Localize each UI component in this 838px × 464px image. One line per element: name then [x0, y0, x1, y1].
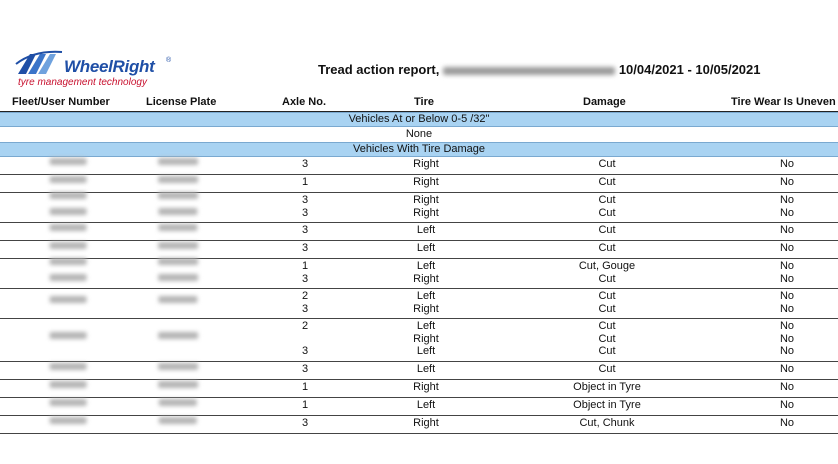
license-plate-redacted: [159, 417, 197, 429]
cell-damage: Cut: [598, 194, 616, 206]
cell-damage: Object in Tyre: [573, 381, 641, 394]
redacted-text: [158, 332, 198, 339]
license-plate-redacted: [158, 296, 197, 308]
cell-axle: 2: [301, 320, 309, 333]
cell-wear: No: [779, 320, 795, 333]
cell-wear: No: [779, 399, 795, 412]
report-date-range: 10/04/2021 - 10/05/2021: [618, 62, 761, 77]
cell-wear: No: [779, 224, 795, 237]
license-plate-redacted: [158, 224, 197, 236]
redacted-text: [158, 381, 198, 388]
redacted-text: [50, 274, 87, 281]
redacted-text: [50, 192, 87, 199]
cell-tire: Left: [416, 224, 436, 237]
redacted-text: [50, 208, 87, 215]
vehicle-group: [0, 193, 838, 223]
column-header-plate: License Plate: [146, 96, 217, 108]
cell-axle: 1: [301, 260, 309, 272]
license-plate-redacted: [158, 158, 198, 170]
vehicle-group: [0, 380, 838, 398]
cell-tire: Right: [413, 194, 439, 206]
section-empty-none: None: [405, 128, 433, 140]
cell-tire: Left: [416, 363, 436, 376]
cell-damage: Cut: [598, 176, 616, 189]
license-plate-redacted: [158, 381, 198, 393]
cell-axle: 3: [301, 272, 309, 285]
cell-tire: Left: [416, 242, 436, 255]
fleet-number-redacted: [50, 363, 87, 375]
redacted-text: [50, 158, 87, 165]
cell-tire: Right: [413, 206, 439, 219]
section-band-at-or-below: Vehicles At or Below 0-5 /32": [0, 112, 838, 127]
fleet-number-redacted: [50, 399, 87, 411]
fleet-number-redacted: [50, 192, 87, 204]
fleet-number-redacted: [50, 417, 87, 429]
column-header-tire-wear: Tire Wear Is Uneven: [731, 96, 836, 108]
logo-tagline: tyre management technology: [18, 77, 147, 88]
cell-axle: 3: [301, 417, 309, 430]
cell-axle: 3: [301, 345, 309, 358]
redacted-text: [159, 417, 197, 424]
cell-wear: No: [779, 290, 795, 302]
cell-tire: Left: [416, 290, 436, 302]
logo-wordmark: WheelRight: [64, 57, 155, 76]
cell-wear: No: [779, 176, 795, 189]
column-header-fleet: Fleet/User Number: [12, 96, 110, 108]
cell-tire: Right: [413, 417, 439, 430]
vehicle-group: [0, 259, 838, 289]
vehicle-group: [0, 289, 838, 319]
cell-damage: Cut: [598, 272, 616, 285]
license-plate-redacted: [158, 332, 198, 344]
vehicle-group: [0, 241, 838, 259]
cell-wear: No: [779, 345, 795, 358]
cell-tire: Left: [416, 260, 436, 272]
redacted-text: [158, 192, 198, 199]
tyre-tread-icon: [14, 48, 66, 78]
cell-tire: Right: [413, 176, 439, 189]
redacted-client-name: [443, 67, 615, 75]
cell-damage: Cut, Gouge: [578, 260, 636, 272]
fleet-number-redacted: [50, 296, 87, 308]
redacted-text: [50, 296, 87, 303]
cell-axle: 1: [301, 176, 309, 189]
license-plate-redacted: [158, 258, 198, 270]
fleet-number-redacted: [50, 158, 87, 170]
cell-damage: Cut: [598, 332, 616, 345]
license-plate-redacted: [158, 363, 198, 375]
column-header-axle: Axle No.: [282, 96, 327, 108]
vehicle-group: [0, 175, 838, 193]
cell-damage: Object in Tyre: [573, 399, 641, 412]
wheelright-logo: [14, 48, 184, 90]
vehicle-group: [0, 223, 838, 241]
redacted-text: [50, 242, 87, 249]
cell-tire: Right: [413, 332, 439, 345]
cell-wear: No: [779, 332, 795, 345]
license-plate-redacted: [158, 192, 198, 204]
section-band-tire-damage: Vehicles With Tire Damage: [0, 142, 838, 157]
vehicle-group: [0, 319, 838, 362]
redacted-text: [159, 399, 197, 406]
fleet-number-redacted: [50, 176, 87, 188]
tread-action-table: [0, 112, 838, 434]
redacted-text: [50, 224, 87, 231]
redacted-text: [50, 417, 87, 424]
fleet-number-redacted: [50, 224, 87, 236]
cell-wear: No: [779, 260, 795, 272]
license-plate-redacted: [158, 176, 198, 188]
cell-tire: Right: [413, 158, 439, 171]
cell-axle: 2: [301, 290, 309, 302]
cell-tire: Left: [416, 345, 436, 358]
redacted-text: [158, 224, 197, 231]
vehicle-group: [0, 398, 838, 416]
damage-rows: [0, 157, 838, 434]
cell-tire: Right: [413, 272, 439, 285]
redacted-text: [158, 208, 197, 215]
cell-damage: Cut: [598, 345, 616, 358]
cell-wear: No: [779, 381, 795, 394]
column-header-damage: Damage: [583, 96, 626, 108]
cell-wear: No: [779, 242, 795, 255]
cell-axle: 1: [301, 381, 309, 394]
license-plate-redacted: [158, 274, 198, 286]
cell-damage: Cut, Chunk: [579, 417, 635, 430]
redacted-text: [158, 176, 198, 183]
redacted-text: [50, 381, 87, 388]
cell-damage: Cut: [598, 206, 616, 219]
cell-wear: No: [779, 272, 795, 285]
fleet-number-redacted: [50, 258, 87, 270]
license-plate-redacted: [158, 208, 197, 220]
cell-tire: Right: [413, 302, 439, 315]
cell-tire: Left: [416, 320, 436, 333]
fleet-number-redacted: [50, 208, 87, 220]
redacted-text: [50, 363, 87, 370]
cell-wear: No: [779, 302, 795, 315]
cell-axle: 3: [301, 206, 309, 219]
cell-axle: 3: [301, 363, 309, 376]
vehicle-group: [0, 416, 838, 434]
redacted-text: [158, 242, 198, 249]
cell-damage: Cut: [598, 158, 616, 171]
fleet-number-redacted: [50, 332, 87, 344]
table-header: [0, 96, 838, 112]
redacted-text: [50, 176, 87, 183]
fleet-number-redacted: [50, 242, 87, 254]
cell-wear: No: [779, 417, 795, 430]
redacted-text: [158, 274, 198, 281]
cell-damage: Cut: [598, 320, 616, 333]
redacted-text: [158, 296, 197, 303]
cell-axle: 1: [301, 399, 309, 412]
cell-damage: Cut: [598, 242, 616, 255]
vehicle-group: [0, 362, 838, 380]
redacted-text: [158, 363, 198, 370]
license-plate-redacted: [158, 242, 198, 254]
license-plate-redacted: [159, 399, 197, 411]
fleet-number-redacted: [50, 381, 87, 393]
cell-axle: 3: [301, 242, 309, 255]
cell-damage: Cut: [598, 302, 616, 315]
logo-registered-mark: ®: [166, 57, 172, 64]
cell-tire: Right: [413, 381, 439, 394]
cell-axle: 3: [301, 158, 309, 171]
redacted-text: [158, 258, 198, 265]
cell-wear: No: [779, 363, 795, 376]
redacted-text: [50, 258, 87, 265]
cell-axle: 3: [301, 224, 309, 237]
cell-damage: Cut: [598, 290, 616, 302]
report-title: [318, 62, 761, 77]
cell-tire: Left: [416, 399, 436, 412]
cell-damage: Cut: [598, 224, 616, 237]
redacted-text: [50, 399, 87, 406]
redacted-text: [158, 158, 198, 165]
cell-axle: 3: [301, 302, 309, 315]
cell-damage: Cut: [598, 363, 616, 376]
column-header-tire: Tire: [414, 96, 434, 108]
cell-wear: No: [779, 158, 795, 171]
cell-axle: 3: [301, 194, 309, 206]
fleet-number-redacted: [50, 274, 87, 286]
cell-wear: No: [779, 194, 795, 206]
cell-wear: No: [779, 206, 795, 219]
report-title-prefix: Tread action report,: [318, 62, 440, 77]
vehicle-group: [0, 157, 838, 175]
redacted-text: [50, 332, 87, 339]
